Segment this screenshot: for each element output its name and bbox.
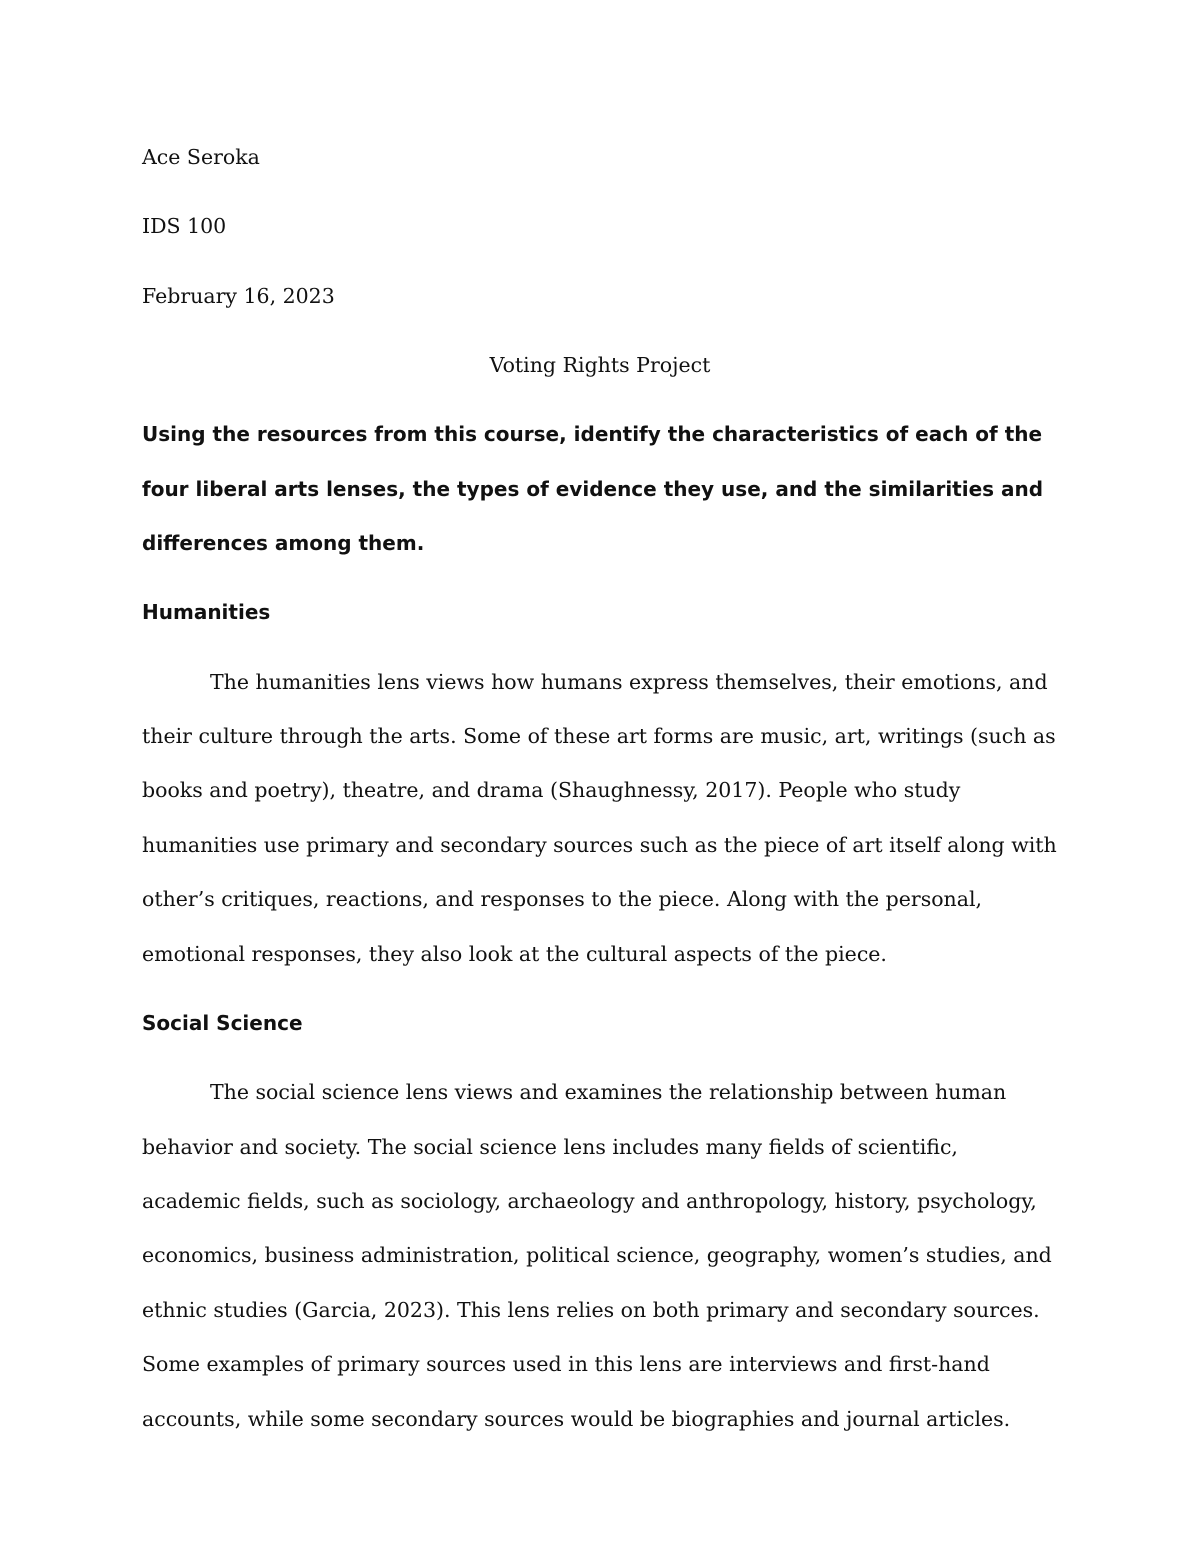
document-date: February 16, 2023 <box>142 283 335 308</box>
section-paragraph: The social science lens views and examines the relationship between human behavior and society. The social science lens includes many fields of scientific, academic fields, such as sociology, archaeology and anthropology, history, psychology, economics, business administration, political science, geography, women’s studies, and ethnic studies (Garcia, 2023). This lens relies on both primary and secondary sources. Some examples of primary sources used in this lens are interviews and first-hand accounts, while some secondary sources would be biographies and journal articles. <box>142 1080 1052 1431</box>
document-title: Voting Rights Project <box>489 352 711 377</box>
header-block <box>142 130 1058 323</box>
section-paragraph: The humanities lens views how humans express themselves, their emotions, and their culture through the arts. Some of these art forms are music, art, writings (such as books and poetry), theatre, and drama (Shaughnessy, 2017). People who study humanities use primary and secondary sources such as the piece of art itself along with other’s critiques, reactions, and responses to the piece. Along with the personal, emotional responses, they also look at the cultural aspects of the piece. <box>142 669 1057 966</box>
section-humanities <box>142 585 1058 981</box>
section-heading: Social Science <box>142 1010 303 1035</box>
course-name: IDS 100 <box>142 214 227 239</box>
assignment-prompt: Using the resources from this course, identify the characteristics of each of the four liberal arts lenses, the types of evidence they use, and the similarities and differences among them. <box>142 422 1044 555</box>
document-content <box>142 0 1058 1446</box>
author-name: Ace Seroka <box>142 145 260 169</box>
section-social-science <box>142 996 1058 1446</box>
section-heading: Humanities <box>142 600 271 625</box>
